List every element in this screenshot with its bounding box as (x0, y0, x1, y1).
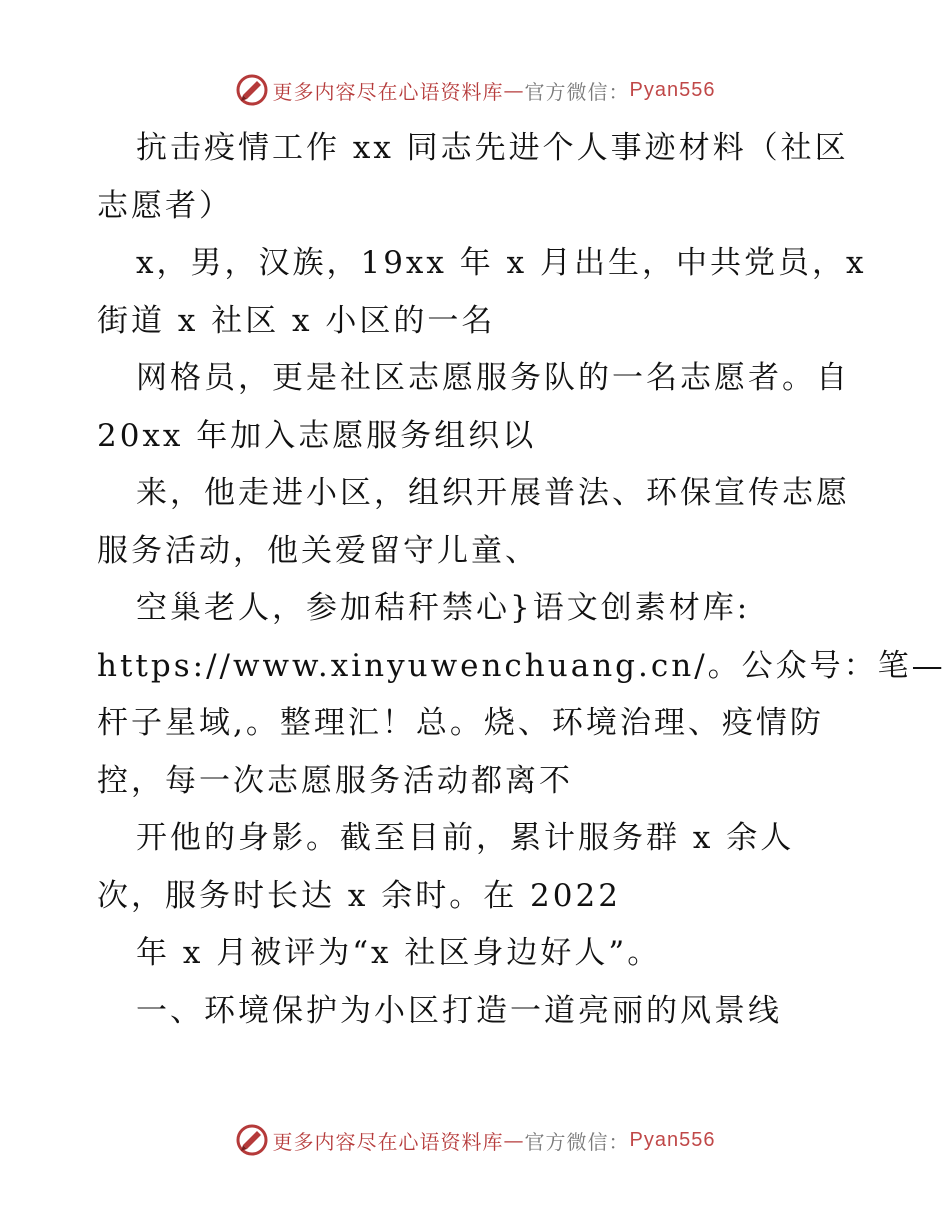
doc-line: 年 x 月被评为“x 社区身边好人”。 (136, 935, 662, 971)
doc-line: 控，每一次志愿服务活动都离不 (97, 762, 573, 799)
doc-line-title: 抗击疫情工作 xx 同志先进个人事迹材料（社区 (136, 130, 849, 166)
doc-line: 空巢老人，参加秸秆禁心}语文创素材库: (136, 590, 751, 626)
doc-line: 街道 x 社区 x 小区的一名 (97, 302, 496, 339)
watermark-title: 更多内容尽在心语资料库 (272, 79, 504, 104)
watermark-title: 更多内容尽在心语资料库 (272, 1129, 504, 1154)
watermark-id: Pyan556 (629, 78, 716, 101)
watermark-dash: — (503, 78, 525, 102)
doc-line: 网格员，更是社区志愿服务队的一名志愿者。自 (136, 360, 850, 396)
doc-line: 服务活动，他关爱留守儿童、 (97, 532, 539, 569)
pen-logo-icon (235, 73, 269, 107)
doc-line: 开他的身影。截至目前，累计服务群 x 余人 (136, 820, 795, 856)
doc-line: https://www.xinyuwenchuang.cn/。公众号：笔— (97, 647, 946, 684)
document-body (97, 120, 946, 1040)
doc-line: 次，服务时长达 x 余时。在 2022 (97, 877, 621, 914)
pen-logo-icon (235, 1123, 269, 1157)
doc-line: 20xx 年加入志愿服务组织以 (97, 417, 537, 454)
doc-line-heading: 一、环境保护为小区打造一道亮丽的风景线 (136, 992, 782, 1029)
header-watermark (0, 70, 950, 110)
watermark-dash: — (503, 1128, 525, 1152)
watermark-label: 官方微信： (524, 1129, 630, 1154)
doc-line: 志愿者） (97, 187, 233, 224)
watermark-id: Pyan556 (629, 1128, 716, 1151)
doc-line: 杆子星域,。整理汇！总。烧、环境治理、疫情防 (97, 705, 824, 741)
doc-line: 来，他走进小区，组织开展普法、环保宣传志愿 (136, 475, 850, 511)
doc-line: x，男，汉族，19xx 年 x 月出生，中共党员，x (136, 245, 867, 281)
watermark-label: 官方微信： (524, 79, 630, 104)
footer-watermark (0, 1120, 950, 1160)
